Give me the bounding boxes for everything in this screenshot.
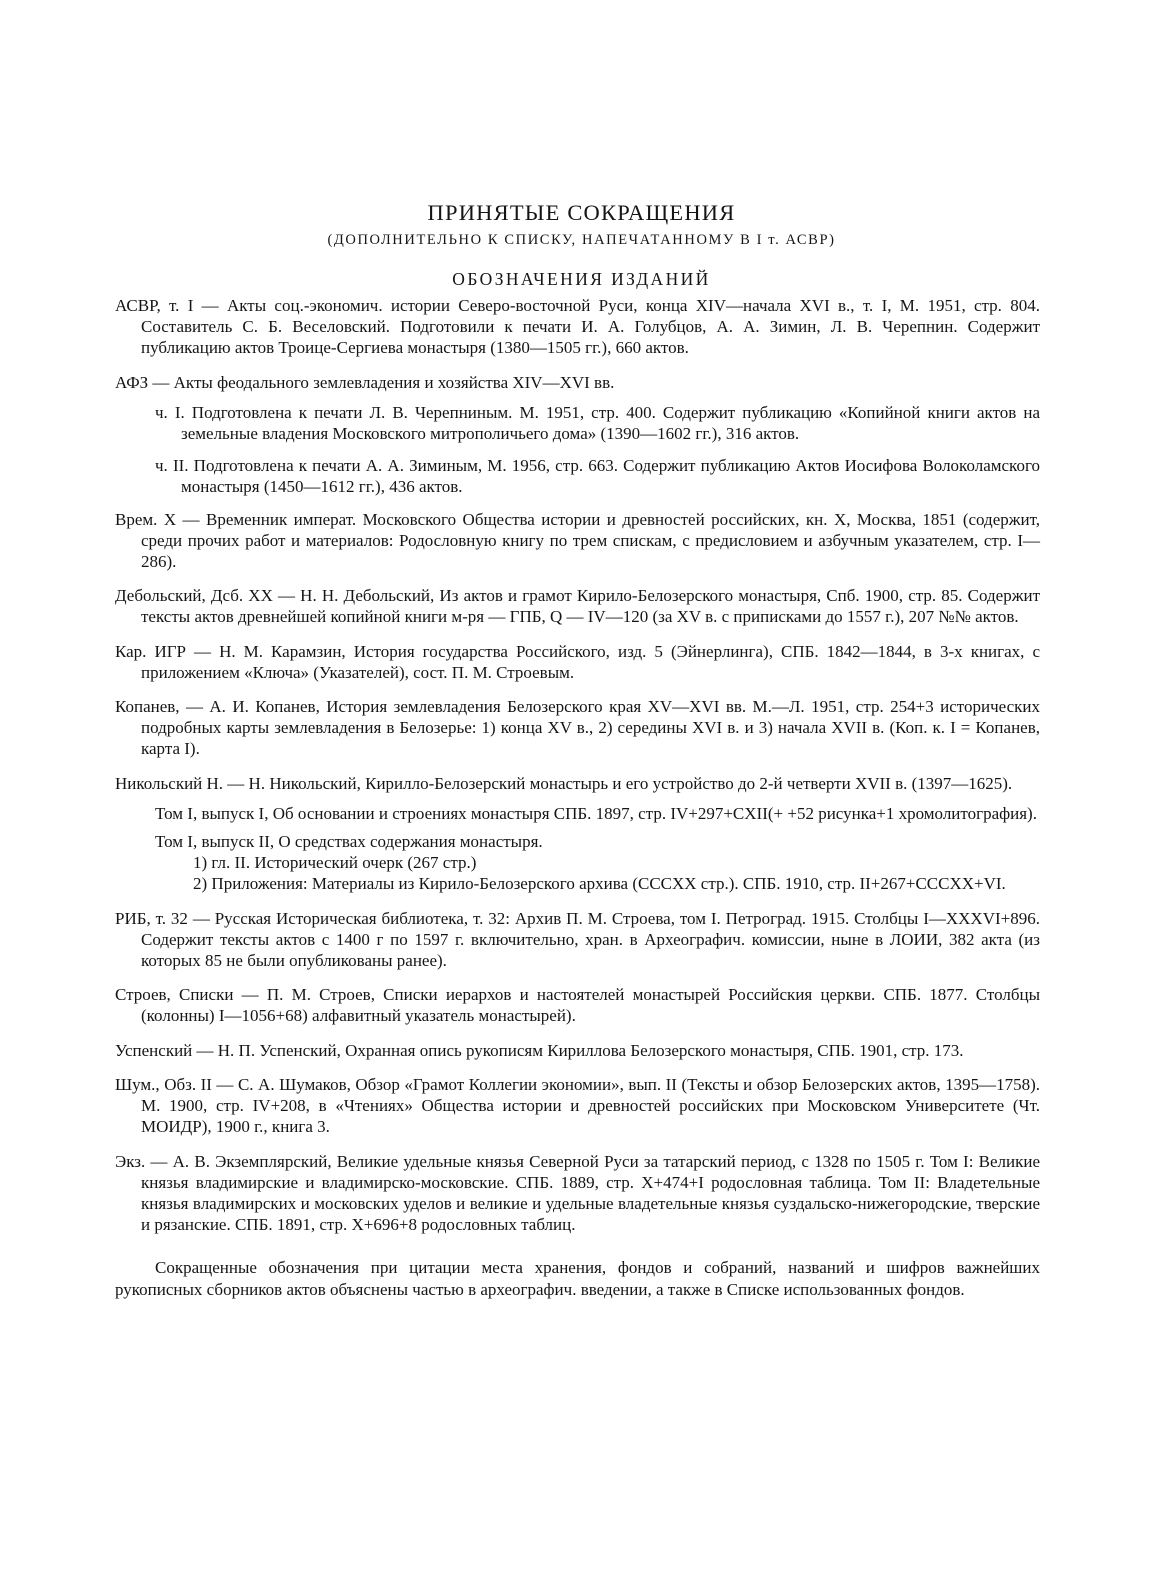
entry-karamzin: Кар. ИГР — Н. М. Карамзин, История государства Российского, изд. 5 (Эйнерлинга), СПБ. 1842—1844, в 3-х книгах, с приложением «Ключа» (Указателей), сост. П. М. Строевым. [115, 641, 1040, 682]
page-title: ПРИНЯТЫЕ СОКРАЩЕНИЯ [427, 200, 736, 225]
entry-vrem: Врем. X — Временник императ. Московского Общества истории и древностей российских, кн. X, Москва, 1851 (содержит, среди прочих работ и материалов: Родословную книгу по трем спискам, с предисловием и азбучным указателем, стр. I—286). [115, 509, 1040, 572]
entry-ekz: Экз. — А. В. Экземплярский, Великие удельные князья Северной Руси за татарский период, с 1328 по 1505 г. Том I: Великие князья владимирские и владимирско-московские. СПБ. 1889, стр. X+474+I родословная таблица. Том II: Владетельные князья владимирских и московских уделов и великие и удельные владетельные князья суздальско-нижегородские, тверские и рязанские. СПБ. 1891, стр. X+696+8 родословных таблиц. [115, 1151, 1040, 1235]
entry-nikolsky: Никольский Н. — Н. Никольский, Кирилло-Белозерский монастырь и его устройство до 2-й четверти XVII в. (1397—1625). [115, 773, 1013, 793]
section-heading: ОБОЗНАЧЕНИЯ ИЗДАНИЙ [452, 269, 711, 289]
entry-nikolsky-vol-1-1: Том I, выпуск I, Об основании и строениях монастыря СПБ. 1897, стр. IV+297+CXII(+ +52 рисунка+1 хромолитография). [155, 803, 1037, 823]
entry-asvr: АСВР, т. I — Акты соц.-экономич. истории Северо-восточной Руси, конца XIV—начала XVI в., т. I, М. 1951, стр. 804. Составитель С. Б. Веселовский. Подготовили к печати И. А. Голубцов, А. А. Зимин, Л. В. Черепнин. Содержит публикацию актов Троице-Сергиева монастыря (1380—1505 гг.), 660 актов. [115, 296, 1040, 358]
entry-debolsky: Дебольский, Дсб. XX — Н. Н. Дебольский, Из актов и грамот Кирило-Белозерского монастыря, Спб. 1900, стр. 85. Содержит тексты актов древнейшей копийной книги м-ря — ГПБ, Q — IV—120 (за XV в. с приписками до 1557 г.), 207 №№ актов. [115, 586, 1040, 627]
entry-nikolsky-vol-1-2 [115, 831, 1040, 895]
closing-note: Сокращенные обозначения при цитации места хранения, фондов и собраний, названий и шифров важнейших рукописных сборников актов объяснены частью в археографич. введении, а также в Списке использованных фондов. [115, 1258, 1040, 1299]
entry-nikolsky-vol-1-2-item-2: 2) Приложения: Материалы из Кирило-Белозерского архива (CCCXX стр.). СПБ. 1910, стр. II+267+CCCXX+VI. [193, 874, 1006, 894]
entry-nikolsky-vol-1-2-title: Том I, выпуск II, О средствах содержания монастыря. [155, 832, 543, 852]
page-subtitle: (ДОПОЛНИТЕЛЬНО К СПИСКУ, НАПЕЧАТАННОМУ В I т. АСВР) [327, 232, 836, 248]
entry-stroev: Строев, Списки — П. М. Строев, Списки иерархов и настоятелей монастырей Российския церкви. СПБ. 1877. Столбцы (колонны) I—1056+68) алфавитный указатель монастырей). [115, 985, 1040, 1026]
entry-afz-part-2: ч. II. Подготовлена к печати А. А. Зиминым, М. 1956, стр. 663. Содержит публикацию Актов Иосифова Волоколамского монастыря (1450—1612 гг.), 436 актов. [155, 456, 1040, 497]
entry-rib: РИБ, т. 32 — Русская Историческая библиотека, т. 32: Архив П. М. Строева, том I. Петроград. 1915. Столбцы I—XXXVI+896. Содержит тексты актов с 1400 г по 1597 г. включительно, хран. в Археографич. комиссии, ныне в ЛОИИ, 382 акта (из которых 85 не были опубликованы ранее). [115, 908, 1040, 971]
entry-kopanev: Копанев, — А. И. Копанев, История землевладения Белозерского края XV—XVI вв. М.—Л. 1951, стр. 254+3 исторических подробных карты землевладения в Белозерье: 1) конца XV в., 2) середины XVI в. и 3) начала XVII в. (Коп. к. I = Копанев, карта I). [115, 697, 1040, 759]
entry-afz: АФЗ — Акты феодального землевладения и хозяйства XIV—XVI вв. [115, 372, 615, 392]
entry-uspensky: Успенский — Н. П. Успенский, Охранная опись рукописям Кириллова Белозерского монастыря, СПБ. 1901, стр. 173. [115, 1040, 964, 1060]
entry-shumakov: Шум., Обз. II — С. А. Шумаков, Обзор «Грамот Коллегии экономии», вып. II (Тексты и обзор Белозерских актов, 1395—1758). М. 1900, стр. IV+208, в «Чтениях» Общества истории и древностей российских при Московском Университете (Чт. МОИДР), 1900 г., книга 3. [115, 1074, 1040, 1137]
entry-nikolsky-vol-1-2-item-1: 1) гл. II. Исторический очерк (267 стр.) [193, 853, 477, 873]
entry-afz-part-1: ч. I. Подготовлена к печати Л. В. Черепниным. М. 1951, стр. 400. Содержит публикацию «Копийной книги актов на земельные владения Московского митрополичьего дома» (1390—1602 гг.), 316 актов. [155, 402, 1040, 444]
page-content [115, 200, 1040, 1300]
